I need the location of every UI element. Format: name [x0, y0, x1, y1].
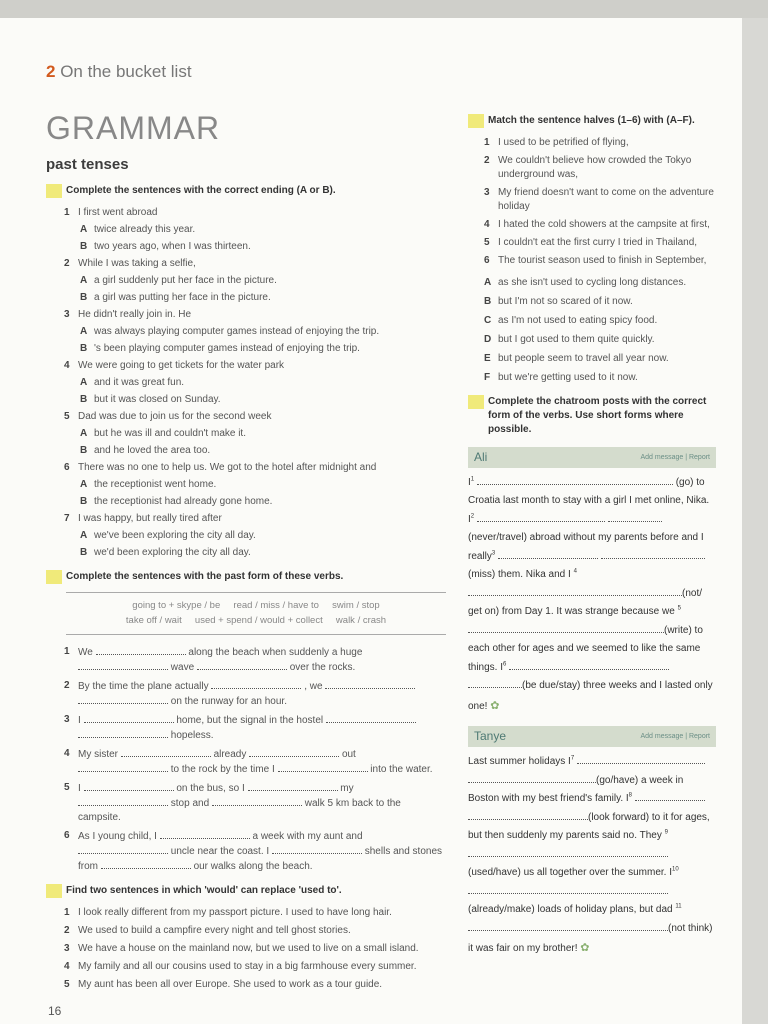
- option-letter: A: [80, 224, 88, 235]
- gap-fill-text: [78, 829, 446, 874]
- smiley-icon: ✿: [490, 699, 500, 712]
- question-item: [46, 359, 446, 373]
- answer-option-b[interactable]: [80, 291, 446, 305]
- option-text: and it was great fun.: [94, 377, 185, 388]
- answer-blank[interactable]: [468, 884, 668, 894]
- answer-option-b[interactable]: [80, 546, 446, 560]
- gap-fill-text: [78, 781, 446, 825]
- answer-blank[interactable]: [468, 847, 668, 857]
- question-item: [46, 308, 446, 322]
- option-letter: B: [80, 394, 88, 405]
- gap-fill-segment: already: [213, 748, 247, 760]
- exercise-number-badge: [468, 395, 484, 409]
- option-text: twice already this year.: [94, 224, 196, 235]
- question-number: 7: [64, 513, 70, 524]
- question-number: 4: [64, 747, 70, 759]
- option-letter: B: [80, 547, 88, 558]
- answer-blank[interactable]: [78, 660, 168, 670]
- answer-blank[interactable]: [601, 549, 705, 559]
- smiley-icon: ✿: [580, 942, 590, 955]
- answer-blank[interactable]: [249, 747, 339, 757]
- exercise-number-badge: [46, 570, 62, 584]
- option-text: and he loved the area too.: [94, 445, 211, 456]
- question-number: 3: [64, 942, 70, 954]
- option-text: the receptionist went home.: [94, 479, 217, 490]
- gap-fill-segment: over the rocks.: [289, 661, 356, 673]
- question-number: 4: [484, 219, 490, 230]
- answer-letter: B: [484, 296, 492, 307]
- sentence-half: [468, 154, 716, 182]
- sentence-half: [468, 136, 716, 150]
- answer-letter: F: [484, 372, 491, 383]
- exercise-4-items: [468, 136, 716, 268]
- answer-option-a[interactable]: [80, 274, 446, 288]
- question-stem: I was happy, but really tired after: [78, 513, 222, 524]
- left-column: [46, 178, 446, 996]
- answer-text: as she isn't used to cycling long distances.: [498, 277, 687, 288]
- answer-blank[interactable]: [197, 660, 287, 670]
- question-stem: Dad was due to join us for the second week: [78, 411, 272, 422]
- gap-fill-item: [46, 713, 446, 743]
- answer-text: but we're getting used to it now.: [498, 372, 638, 383]
- verb-box: [66, 592, 446, 635]
- verb-box-line: take off / wait used + spend / would + collect walk / crash: [125, 615, 387, 627]
- option-letter: A: [80, 428, 88, 439]
- answer-option-b[interactable]: [80, 240, 446, 254]
- option-text: but he was ill and couldn't make it.: [94, 428, 246, 439]
- question-number: 5: [64, 781, 70, 793]
- question-number: 1: [64, 906, 70, 918]
- sentence-text: I used to be petrified of flying,: [498, 137, 629, 148]
- answer-blank[interactable]: [160, 829, 250, 839]
- unit-heading: 2 On the bucket list: [46, 62, 192, 81]
- gap-fill-segment: walk 5 km back to the campsite.: [78, 797, 401, 823]
- question-stem: While I was taking a selfie,: [78, 258, 196, 269]
- chat-post-tanye: Last summer holidays $I^7$ (go/have) a week in Boston with my best friend's family. $I^8$ (look forward) to it for ages, but then suddenly my parents said no. They $^9$ (used/have) us all together over the summer. $I^{10}$ (already/make) loads of holiday plans, but dad $^{11}$(not think) it was fair on my brother! ✿: [468, 755, 713, 955]
- answer-option-b[interactable]: [80, 495, 446, 509]
- workbook-page: [0, 18, 742, 1024]
- exercise-number-badge: [46, 884, 62, 898]
- question-number: 4: [64, 960, 70, 972]
- answer-blank[interactable]: [211, 679, 301, 689]
- answer-text: but I got used to them quite quickly.: [498, 334, 655, 345]
- gap-fill-segment: home, but the signal in the hostel: [176, 714, 324, 726]
- gap-fill-segment: By the time the plane actually: [78, 680, 209, 692]
- answer-half[interactable]: [484, 352, 716, 366]
- sentence-item[interactable]: [46, 960, 446, 974]
- answer-blank[interactable]: [477, 475, 673, 485]
- add-message-report-link[interactable]: Add message | Report: [640, 453, 710, 461]
- answer-blank[interactable]: [78, 844, 168, 854]
- option-letter: A: [80, 479, 88, 490]
- exercise-5-heading: Complete the chatroom posts with the correct form of the verbs. Use short forms where possible.: [468, 395, 716, 437]
- option-letter: B: [80, 241, 88, 252]
- question-number: 2: [64, 924, 70, 936]
- question-number: 1: [484, 137, 490, 148]
- answer-option-b[interactable]: [80, 393, 446, 407]
- answer-half[interactable]: [484, 295, 716, 309]
- chat-username: Tanye: [474, 729, 507, 744]
- question-item: [46, 512, 446, 526]
- gap-fill-segment: I: [78, 782, 81, 794]
- sentence-text: My family and all our cousins used to stay in a big farmhouse every summer.: [78, 960, 417, 972]
- answer-letter: D: [484, 334, 492, 345]
- gap-fill-segment: , we: [304, 680, 323, 692]
- subsection-title: past tenses: [46, 156, 129, 173]
- sentence-text: My aunt has been all over Europe. She used to work as a tour guide.: [78, 978, 383, 990]
- answer-option-a[interactable]: [80, 223, 446, 237]
- answer-blank[interactable]: [509, 660, 669, 670]
- answer-blank[interactable]: [635, 791, 705, 801]
- exercise-1-heading: Complete the sentences with the correct ending (A or B).: [46, 184, 446, 198]
- option-text: was always playing computer games instead of enjoying the trip.: [94, 326, 380, 337]
- gap-fill-segment: As I young child, I: [78, 830, 157, 842]
- option-letter: A: [80, 377, 88, 388]
- sentence-item[interactable]: [46, 978, 446, 992]
- sentence-item[interactable]: [46, 942, 446, 956]
- answer-blank[interactable]: [477, 512, 605, 522]
- answer-blank[interactable]: [468, 623, 664, 633]
- answer-option-a[interactable]: [80, 325, 446, 339]
- question-number: 1: [64, 645, 70, 657]
- answer-blank[interactable]: [278, 762, 368, 772]
- gap-fill-segment: stop and: [170, 797, 210, 809]
- answer-blank[interactable]: [468, 810, 588, 820]
- gap-fill-segment: We: [78, 646, 93, 658]
- question-stem: There was no one to help us. We got to the hotel after midnight and: [78, 462, 377, 473]
- gap-fill-segment: a week with my aunt and: [252, 830, 363, 842]
- exercise-2-items: [46, 645, 446, 874]
- question-number: 2: [64, 679, 70, 691]
- question-number: 3: [484, 187, 490, 198]
- answer-blank[interactable]: [498, 549, 598, 559]
- sentence-item[interactable]: [46, 906, 446, 920]
- exercise-4-heading: Match the sentence halves (1–6) with (A–F).: [468, 114, 716, 128]
- answer-letter: C: [484, 315, 492, 326]
- exercise-2-heading: Complete the sentences with the past form of these verbs.: [46, 570, 446, 584]
- answer-blank[interactable]: [84, 781, 174, 791]
- verb-box-line: going to + skype / be read / miss / have to swim / stop: [132, 600, 380, 611]
- gap-fill-segment: wave: [170, 661, 195, 673]
- sentence-text: We have a house on the mainland now, but we used to live on a small island.: [78, 942, 419, 954]
- question-stem: I first went abroad: [78, 207, 158, 218]
- sentence-text: We couldn't believe how crowded the Tokyo underground was,: [498, 155, 692, 180]
- question-stem: He didn't really join in. He: [78, 309, 192, 320]
- answer-text: but I'm not so scared of it now.: [498, 296, 633, 307]
- gap-fill-segment: shells and stones from: [78, 845, 443, 872]
- exercise-1-items: [46, 206, 446, 560]
- gap-fill-item: [46, 645, 446, 675]
- gap-fill-segment: hopeless.: [170, 729, 214, 741]
- sentence-text: I couldn't eat the first curry I tried in Thailand,: [498, 237, 698, 248]
- exercise-number-badge: [468, 114, 484, 128]
- option-text: but it was closed on Sunday.: [94, 394, 221, 405]
- answer-blank[interactable]: [84, 713, 174, 723]
- option-letter: A: [80, 326, 88, 337]
- gap-fill-segment: on the runway for an hour.: [170, 695, 287, 707]
- gap-fill-item: [46, 747, 446, 777]
- question-number: 3: [64, 309, 70, 320]
- answer-blank[interactable]: [468, 586, 682, 596]
- answer-blank[interactable]: [78, 694, 168, 704]
- chat-username: Ali: [474, 450, 488, 464]
- gap-fill-segment: my: [340, 782, 354, 794]
- question-number: 5: [64, 411, 70, 422]
- gap-fill-text: [78, 747, 446, 777]
- option-letter: B: [80, 496, 88, 507]
- sentence-half: [468, 236, 716, 250]
- answer-blank[interactable]: [248, 781, 338, 791]
- page-number: 16: [48, 1004, 62, 1018]
- chat-post-header: [468, 447, 716, 468]
- gap-fill-text: [78, 645, 446, 675]
- question-item: [46, 461, 446, 475]
- question-number: 2: [64, 258, 70, 269]
- question-item: [46, 257, 446, 271]
- gap-fill-text: [78, 713, 446, 743]
- question-number: 5: [484, 237, 490, 248]
- option-text: a girl suddenly put her face in the picture.: [94, 275, 277, 286]
- question-item: [46, 206, 446, 220]
- gap-fill-segment: on the bus, so I: [176, 782, 245, 794]
- sentence-half: [468, 186, 716, 214]
- question-number: 6: [484, 255, 490, 266]
- chat-post-ali: $I^1$ (go) to Croatia last month to stay with a girl I met online, Nika. $I^2$ (never/travel) abroad without my parents before and I really$^3$ (miss) them. Nika and I $^4$(not/ get on) from Day 1. It was strange because we $^5$(write) to each other for ages and we seemed to like the same things. $I^6$ (be due/stay) three weeks and I lasted only one! ✿: [468, 476, 713, 712]
- answer-half[interactable]: [484, 314, 716, 328]
- question-item: [46, 410, 446, 424]
- chat-post-header: [468, 726, 716, 747]
- sentence-text: The tourist season used to finish in September,: [498, 255, 707, 266]
- sentence-text: I look really different from my passport picture. I used to have long hair.: [78, 906, 392, 918]
- sentence-text: I hated the cold showers at the campsite at first,: [498, 219, 710, 230]
- sentence-half: [468, 218, 716, 232]
- answer-option-a[interactable]: [80, 478, 446, 492]
- sentence-item[interactable]: [46, 924, 446, 938]
- option-text: we'd been exploring the city all day.: [94, 547, 251, 558]
- right-column: [468, 114, 716, 959]
- answer-half[interactable]: [484, 371, 716, 385]
- answer-text: as I'm not used to eating spicy food.: [498, 315, 658, 326]
- answer-blank[interactable]: [325, 679, 415, 689]
- answer-blank[interactable]: [272, 844, 362, 854]
- option-letter: A: [80, 530, 88, 541]
- option-letter: B: [80, 445, 88, 456]
- answer-blank[interactable]: [78, 728, 168, 738]
- option-letter: B: [80, 292, 88, 303]
- question-stem: We were going to get tickets for the water park: [78, 360, 285, 371]
- option-text: we've been exploring the city all day.: [94, 530, 256, 541]
- answer-option-a[interactable]: [80, 427, 446, 441]
- add-message-report-link[interactable]: Add message | Report: [640, 732, 710, 740]
- gap-fill-segment: to the rock by the time I: [170, 763, 275, 775]
- exercise-3-heading: Find two sentences in which 'would' can replace 'used to'.: [46, 884, 446, 898]
- question-number: 5: [64, 978, 70, 990]
- option-text: the receptionist had already gone home.: [94, 496, 273, 507]
- question-number: 6: [64, 829, 70, 841]
- gap-fill-item: [46, 679, 446, 709]
- exercise-4-answers: [468, 276, 716, 385]
- gap-fill-item: [46, 829, 446, 874]
- sentence-half: [468, 254, 716, 268]
- answer-blank[interactable]: [78, 762, 168, 772]
- answer-letter: E: [484, 353, 491, 364]
- answer-blank[interactable]: [468, 773, 596, 783]
- question-number: 1: [64, 207, 70, 218]
- answer-blank[interactable]: [608, 512, 662, 522]
- sentence-text: We used to build a campfire every night and tell ghost stories.: [78, 924, 351, 936]
- option-text: a girl was putting her face in the picture.: [94, 292, 271, 303]
- answer-option-b[interactable]: [80, 342, 446, 356]
- question-number: 2: [484, 155, 490, 166]
- answer-blank[interactable]: [326, 713, 416, 723]
- answer-blank[interactable]: [577, 754, 705, 764]
- answer-blank[interactable]: [468, 921, 668, 931]
- section-title: GRAMMAR: [46, 110, 221, 146]
- option-text: 's been playing computer games instead of enjoying the trip.: [94, 343, 360, 354]
- answer-blank[interactable]: [101, 859, 191, 869]
- exercise-3-items: [46, 906, 446, 992]
- gap-fill-segment: I: [78, 714, 81, 726]
- gap-fill-segment: into the water.: [370, 763, 433, 775]
- exercise-number-badge: [46, 184, 62, 198]
- gap-fill-segment: My sister: [78, 748, 118, 760]
- answer-blank[interactable]: [121, 747, 211, 757]
- gap-fill-item: [46, 781, 446, 825]
- option-letter: A: [80, 275, 88, 286]
- answer-half[interactable]: [484, 333, 716, 347]
- question-number: 4: [64, 360, 70, 371]
- answer-blank[interactable]: [96, 645, 186, 655]
- scan-top-strip: [0, 0, 768, 18]
- answer-text: but people seem to travel all year now.: [498, 353, 669, 364]
- gap-fill-text: [78, 679, 446, 709]
- answer-half[interactable]: [484, 276, 716, 290]
- answer-option-a[interactable]: [80, 529, 446, 543]
- option-letter: B: [80, 343, 88, 354]
- gap-fill-segment: our walks along the beach.: [193, 860, 313, 872]
- gap-fill-segment: along the beach when suddenly a huge: [188, 646, 363, 658]
- question-number: 6: [64, 462, 70, 473]
- sentence-text: My friend doesn't want to come on the adventure holiday: [498, 187, 714, 212]
- option-text: two years ago, when I was thirteen.: [94, 241, 251, 252]
- answer-blank[interactable]: [78, 796, 168, 806]
- answer-blank[interactable]: [212, 796, 302, 806]
- gap-fill-segment: uncle near the coast. I: [170, 845, 270, 857]
- answer-letter: A: [484, 277, 492, 288]
- answer-option-b[interactable]: [80, 444, 446, 458]
- answer-blank[interactable]: [468, 678, 522, 688]
- gap-fill-segment: out: [341, 748, 356, 760]
- question-number: 3: [64, 713, 70, 725]
- answer-option-a[interactable]: [80, 376, 446, 390]
